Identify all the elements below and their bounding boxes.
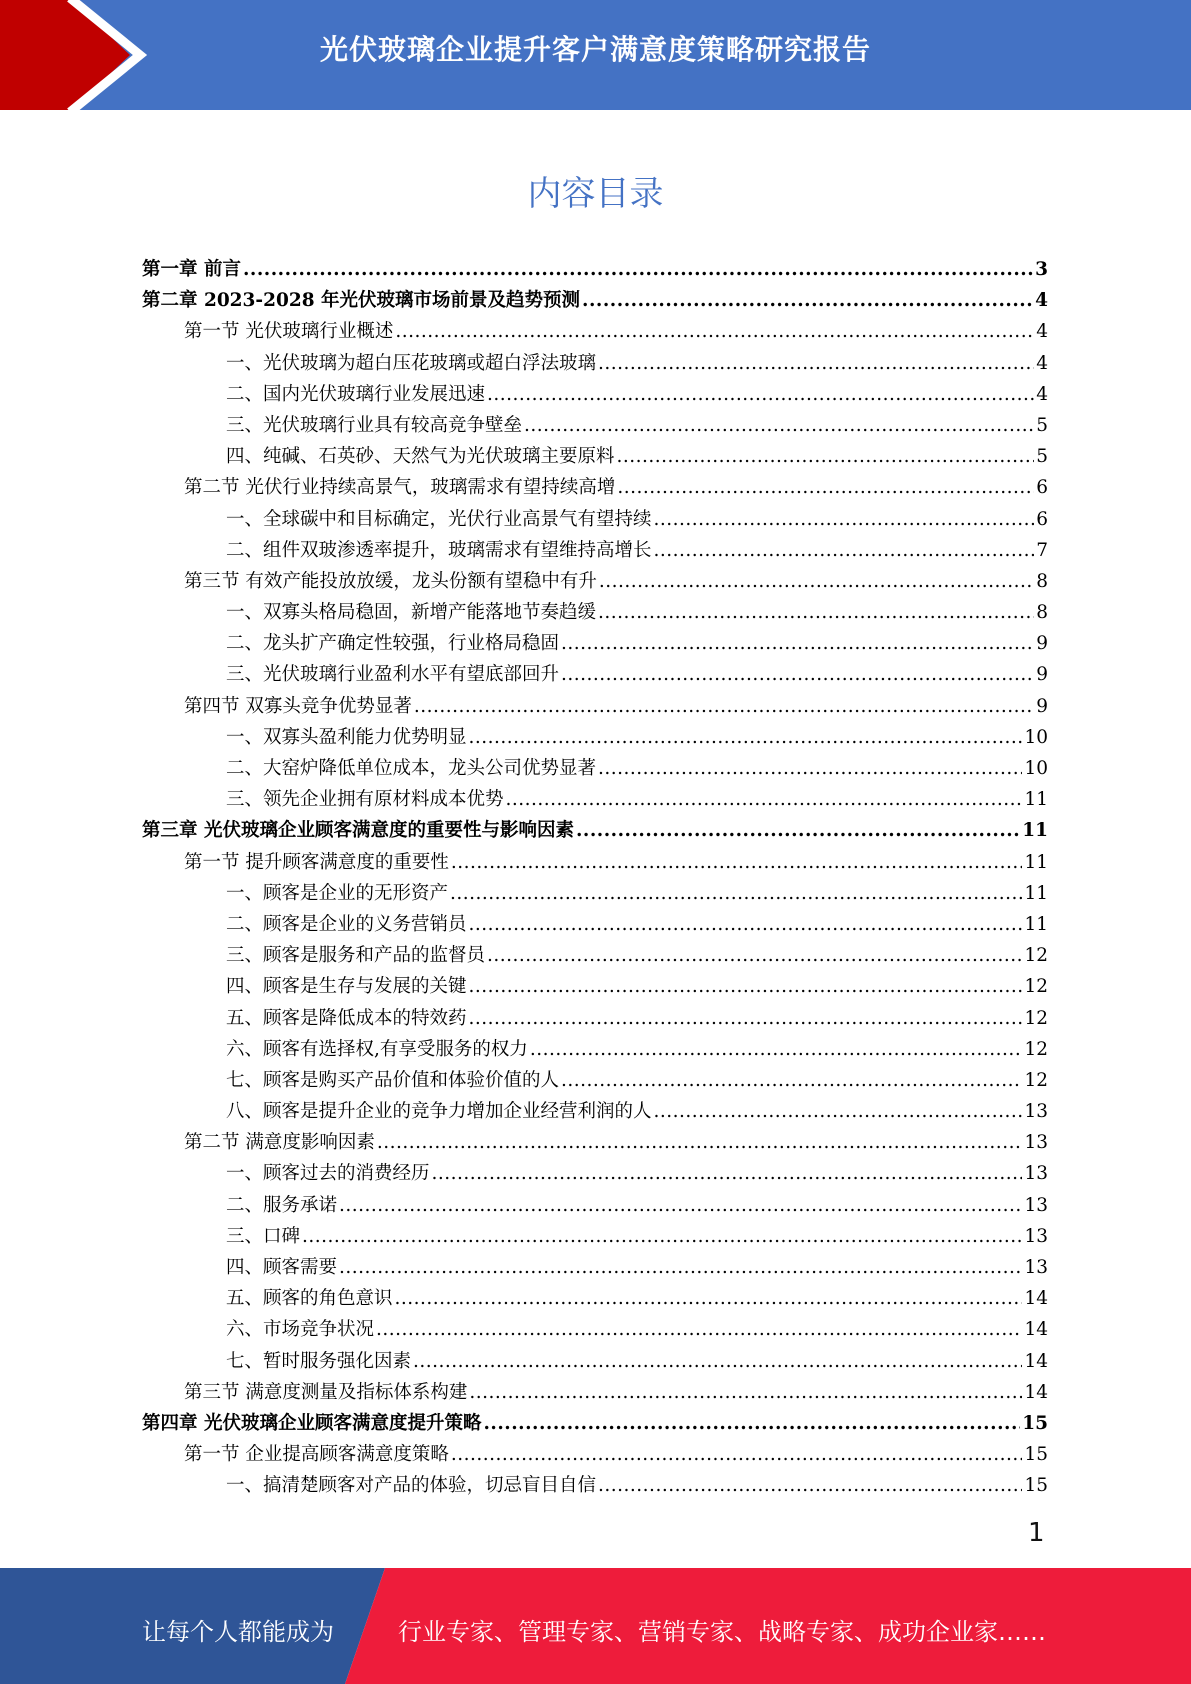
toc-entry-label: 第四节 双寡头竞争优势显著	[184, 695, 412, 717]
toc-dot-leader	[654, 504, 1035, 535]
toc-entry-label: 一、光伏玻璃为超白压花玻璃或超白浮法玻璃	[226, 352, 597, 374]
toc-entry-page: 14	[1024, 1319, 1048, 1341]
toc-entry-item[interactable]	[142, 753, 1048, 784]
toc-dot-leader	[598, 348, 1034, 379]
toc-dot-leader	[487, 379, 1034, 410]
toc-dot-leader	[561, 659, 1034, 690]
toc-dot-leader	[524, 410, 1034, 441]
toc-entry-page: 4	[1035, 290, 1048, 312]
toc-entry-label: 第二节 满意度影响因素	[184, 1132, 375, 1154]
toc-entry-section[interactable]	[142, 847, 1048, 878]
toc-entry-page: 12	[1024, 945, 1048, 967]
toc-dot-leader	[617, 441, 1035, 472]
toc-entry-label: 四、顾客是生存与发展的关键	[226, 976, 467, 998]
toc-entry-page: 13	[1024, 1163, 1048, 1185]
toc-entry-section[interactable]	[142, 316, 1048, 347]
toc-dot-leader	[302, 1221, 1022, 1252]
toc-entry-page: 7	[1036, 539, 1048, 561]
toc-entry-page: 9	[1036, 695, 1048, 717]
toc-entry-page: 14	[1024, 1288, 1048, 1310]
toc-entry-label: 七、暂时服务强化因素	[226, 1350, 412, 1372]
toc-entry-label: 二、大窑炉降低单位成本，龙头公司优势显著	[226, 758, 597, 779]
toc-dot-leader	[582, 285, 1033, 316]
toc-entry-page: 5	[1036, 446, 1048, 468]
toc-dot-leader	[413, 1346, 1022, 1377]
toc-entry-item[interactable]	[142, 1065, 1048, 1096]
toc-dot-leader	[598, 753, 1022, 784]
toc-heading: 内容目录	[527, 174, 664, 214]
toc-entry-label: 六、市场竞争状况	[226, 1319, 375, 1341]
toc-entry-item[interactable]	[142, 441, 1048, 472]
toc-dot-leader	[395, 1283, 1023, 1314]
toc-entry-page: 12	[1024, 1069, 1048, 1091]
toc-entry-label: 五、顾客是降低成本的特效药	[226, 1007, 467, 1029]
toc-entry-item[interactable]	[142, 379, 1048, 410]
toc-dot-leader	[654, 535, 1035, 566]
toc-entry-label: 第三章 光伏玻璃企业顾客满意度的重要性与影响因素	[142, 820, 574, 842]
toc-entry-page: 11	[1022, 820, 1048, 842]
toc-dot-leader	[469, 909, 1023, 940]
toc-entry-page: 4	[1036, 383, 1048, 405]
toc-entry-item[interactable]	[142, 971, 1048, 1002]
toc-dot-leader	[561, 1065, 1022, 1096]
toc-entry-section[interactable]	[142, 1439, 1048, 1470]
toc-entry-page: 15	[1024, 1444, 1048, 1466]
toc-entry-page: 14	[1024, 1350, 1048, 1372]
toc-entry-page: 5	[1036, 414, 1048, 436]
toc-entry-chapter[interactable]	[142, 254, 1048, 285]
toc-entry-page: 3	[1035, 259, 1048, 280]
toc-entry-item[interactable]	[142, 878, 1048, 909]
toc-entry-item[interactable]	[142, 1283, 1048, 1314]
toc-dot-leader	[469, 1377, 1022, 1408]
toc-dot-leader	[376, 1314, 1022, 1345]
toc-dot-leader	[469, 1003, 1023, 1034]
toc-entry-label: 第一章 前言	[142, 259, 241, 280]
toc-entry-page: 15	[1024, 1475, 1048, 1497]
toc-entry-page: 12	[1024, 1007, 1048, 1029]
toc-entry-page: 15	[1022, 1412, 1048, 1434]
toc-dot-leader	[451, 847, 1023, 878]
toc-entry-section[interactable]	[142, 1377, 1048, 1408]
toc-entry-label: 三、光伏玻璃行业具有较高竞争壁垒	[226, 414, 523, 436]
toc-entry-item[interactable]	[142, 784, 1048, 815]
toc-entry-chapter[interactable]	[142, 815, 1048, 846]
toc-entry-item[interactable]	[142, 1034, 1048, 1065]
toc-entry-label: 第二节 光伏行业持续高景气，玻璃需求有望持续高增	[184, 477, 616, 499]
toc-entry-page: 11	[1024, 913, 1048, 935]
toc-dot-leader	[450, 878, 1022, 909]
toc-entry-page: 12	[1024, 976, 1048, 998]
toc-entry-label: 二、龙头扩产确定性较强，行业格局稳固	[226, 633, 560, 655]
toc-entry-item[interactable]	[142, 597, 1048, 628]
toc-entry-item[interactable]	[142, 1190, 1048, 1221]
toc-entry-page: 12	[1024, 1038, 1048, 1060]
toc-dot-leader	[432, 1158, 1023, 1189]
toc-entry-page: 4	[1036, 321, 1048, 343]
toc-dot-leader	[451, 1439, 1023, 1470]
toc-entry-item[interactable]	[142, 628, 1048, 659]
toc-dot-leader	[377, 1127, 1023, 1158]
toc-entry-label: 二、组件双玻渗透率提升，玻璃需求有望维持高增长	[226, 539, 652, 561]
toc-dot-leader	[506, 784, 1023, 815]
toc-entry-item[interactable]	[142, 940, 1048, 971]
toc-dot-leader	[487, 940, 1022, 971]
toc-entry-label: 二、顾客是企业的义务营销员	[226, 913, 467, 935]
toc-entry-page: 6	[1036, 477, 1048, 499]
footer-tagline: 行业专家、管理专家、营销专家、战略专家、成功企业家……	[398, 1618, 1046, 1646]
toc-dot-leader	[561, 628, 1034, 659]
toc-entry-label: 第四章 光伏玻璃企业顾客满意度提升策略	[142, 1412, 482, 1434]
toc-dot-leader	[530, 1034, 1023, 1065]
toc-entry-page: 11	[1024, 851, 1048, 873]
toc-entry-label: 二、国内光伏玻璃行业发展迅速	[226, 383, 486, 405]
toc-entry-item[interactable]	[142, 1221, 1048, 1252]
toc-entry-label: 一、双寡头格局稳固，新增产能落地节奏趋缓	[226, 602, 597, 624]
toc-entry-page: 13	[1024, 1194, 1048, 1216]
toc-entry-label: 第三节 满意度测量及指标体系构建	[184, 1381, 468, 1403]
toc-dot-leader	[414, 691, 1034, 722]
toc-entry-page: 13	[1024, 1101, 1048, 1123]
toc-entry-page: 8	[1036, 570, 1048, 592]
toc-entry-item[interactable]	[142, 348, 1048, 379]
toc-entry-page: 9	[1036, 633, 1048, 655]
table-of-contents	[142, 254, 1048, 1502]
toc-entry-label: 一、全球碳中和目标确定，光伏行业高景气有望持续	[226, 508, 652, 530]
toc-dot-leader	[617, 472, 1034, 503]
toc-entry-section[interactable]	[142, 1127, 1048, 1158]
toc-entry-label: 一、顾客过去的消费经历	[226, 1163, 430, 1185]
toc-entry-section[interactable]	[142, 472, 1048, 503]
toc-entry-label: 八、顾客是提升企业的竞争力增加企业经营利润的人	[226, 1101, 652, 1123]
toc-entry-section[interactable]	[142, 691, 1048, 722]
toc-entry-item[interactable]	[142, 504, 1048, 535]
toc-entry-label: 三、口碑	[226, 1225, 301, 1247]
toc-entry-label: 第三节 有效产能投放放缓，龙头份额有望稳中有升	[184, 570, 597, 592]
toc-entry-chapter[interactable]	[142, 1408, 1048, 1439]
toc-entry-page: 4	[1036, 352, 1048, 374]
toc-entry-label: 三、光伏玻璃行业盈利水平有望底部回升	[226, 664, 560, 686]
toc-entry-chapter[interactable]	[142, 285, 1048, 316]
page-number: 1	[1028, 1518, 1045, 1548]
toc-entry-item[interactable]	[142, 1470, 1048, 1501]
toc-entry-label: 七、顾客是购买产品价值和体验价值的人	[226, 1069, 560, 1091]
toc-dot-leader	[469, 722, 1023, 753]
toc-dot-leader	[598, 597, 1034, 628]
toc-dot-leader	[339, 1190, 1022, 1221]
toc-entry-label: 五、顾客的角色意识	[226, 1288, 393, 1310]
toc-entry-item[interactable]	[142, 1314, 1048, 1345]
toc-dot-leader	[243, 254, 1033, 285]
toc-entry-item[interactable]	[142, 909, 1048, 940]
toc-entry-item[interactable]	[142, 1346, 1048, 1377]
toc-dot-leader	[339, 1252, 1022, 1283]
toc-entry-label: 一、顾客是企业的无形资产	[226, 882, 449, 904]
toc-entry-item[interactable]	[142, 1158, 1048, 1189]
toc-entry-item[interactable]	[142, 535, 1048, 566]
toc-entry-item[interactable]	[142, 1003, 1048, 1034]
toc-dot-leader	[483, 1408, 1020, 1439]
toc-dot-leader	[598, 1470, 1022, 1501]
toc-entry-label: 四、纯碱、石英砂、天然气为光伏玻璃主要原料	[226, 446, 615, 468]
toc-entry-label: 第二章 2023-2028 年光伏玻璃市场前景及趋势预测	[142, 290, 581, 312]
toc-entry-page: 6	[1036, 508, 1048, 530]
toc-entry-page: 11	[1024, 882, 1048, 904]
toc-entry-page: 13	[1024, 1225, 1048, 1247]
toc-dot-leader	[469, 971, 1023, 1002]
toc-entry-page: 10	[1024, 726, 1048, 748]
toc-entry-label: 三、顾客是服务和产品的监督员	[226, 945, 486, 967]
toc-entry-item[interactable]	[142, 659, 1048, 690]
toc-entry-item[interactable]	[142, 1096, 1048, 1127]
toc-entry-label: 第一节 光伏玻璃行业概述	[184, 321, 394, 343]
toc-dot-leader	[576, 815, 1020, 846]
toc-entry-item[interactable]	[142, 1252, 1048, 1283]
toc-entry-page: 8	[1036, 602, 1048, 624]
toc-entry-item[interactable]	[142, 722, 1048, 753]
toc-entry-label: 一、双寡头盈利能力优势明显	[226, 726, 467, 748]
toc-entry-page: 9	[1036, 664, 1048, 686]
toc-entry-page: 13	[1024, 1257, 1048, 1278]
toc-dot-leader	[654, 1096, 1023, 1127]
toc-entry-label: 三、领先企业拥有原材料成本优势	[226, 789, 504, 811]
toc-entry-item[interactable]	[142, 410, 1048, 441]
toc-entry-page: 10	[1024, 758, 1048, 779]
toc-dot-leader	[599, 566, 1034, 597]
footer-slogan: 让每个人都能成为	[142, 1618, 334, 1646]
toc-entry-label: 第一节 企业提高顾客满意度策略	[184, 1444, 449, 1466]
toc-dot-leader	[395, 316, 1034, 347]
toc-entry-label: 六、顾客有选择权,有享受服务的权力	[226, 1038, 528, 1060]
toc-entry-page: 14	[1024, 1381, 1048, 1403]
toc-entry-section[interactable]	[142, 566, 1048, 597]
toc-entry-page: 13	[1024, 1132, 1048, 1154]
toc-entry-label: 一、搞清楚顾客对产品的体验，切忌盲目自信	[226, 1475, 597, 1497]
toc-entry-page: 11	[1024, 789, 1048, 811]
toc-entry-label: 四、顾客需要	[226, 1257, 338, 1278]
toc-entry-label: 第一节 提升顾客满意度的重要性	[184, 851, 449, 873]
report-title: 光伏玻璃企业提升客户满意度策略研究报告	[319, 33, 871, 66]
toc-entry-label: 二、服务承诺	[226, 1194, 338, 1216]
